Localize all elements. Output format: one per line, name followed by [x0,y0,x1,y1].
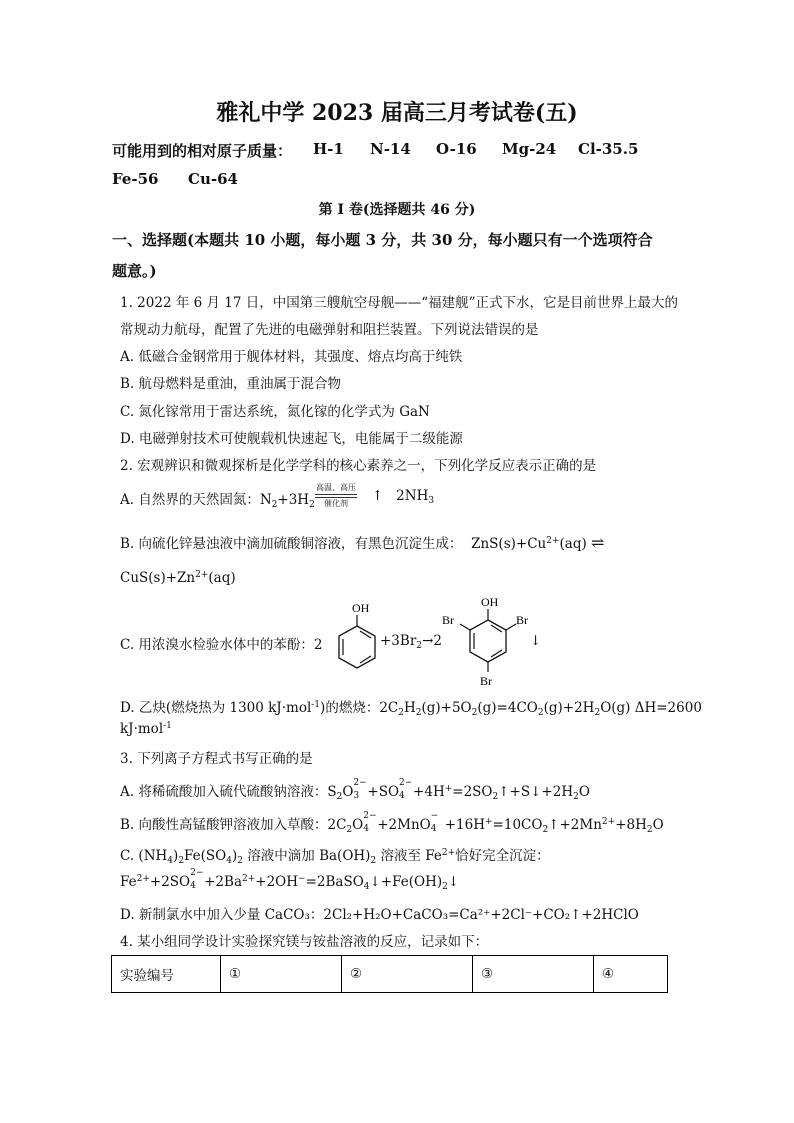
q1-option-c: C. 氮化镓常用于雷达系统，氮化镓的化学式为 GaN [120,404,430,420]
q2-option-b-line1: B. 向硫化锌悬浊液中滴加硫酸铜溶液，有黑色沉淀生成： $ZnS(s)+Cu^{2+}(aq)$ ⇌ [120,533,605,552]
table-cell-exp1: ① [221,956,342,993]
q4-stem: 4. 某小组同学设计实验探究镁与铵盐溶液的反应，记录如下： [120,934,489,950]
q1-option-a: A. 低磁合金钢常用于舰体材料，其强度、熔点均高于纯铁 [120,349,463,365]
atomic-mass-label: 可能用到的相对原子质量： [112,142,293,160]
tbp-br-left: Br [442,613,454,627]
q1-option-d: D. 电磁弹射技术可使舰载机快速起飞，电能属于二级能源 [120,431,463,447]
tbp-oh-label: OH [481,595,499,609]
q1-stem-line2: 常规动力航母，配置了先进的电磁弹射和阻拦装置。下列说法错误的是 [120,322,539,338]
atomic-mass-o: O-16 [436,140,477,158]
q2-stem: 2. 宏观辨识和微观探析是化学学科的核心素养之一，下列化学反应表示正确的是 [120,458,597,474]
q2-option-c: C. 用浓溴水检验水体中的苯酚：2 [120,637,323,653]
atomic-mass-fe: Fe-56 [112,170,159,188]
q3-option-c-line2: $Fe^{2+}+2SO$ 2− 4 $+2Ba^{2+}+2OH^-=2BaSO_4↓+Fe(OH)_2↓$ [120,868,460,892]
atomic-mass-cu: Cu-64 [188,170,238,188]
q2-option-a: A. 自然界的天然固氮：$N_2+3H_2$ [120,492,315,510]
page-title: 雅礼中学 2023 届高三月考试卷(五) [216,100,578,126]
q3-option-b: B. 向酸性高锰酸钾溶液加入草酸：$2C_2O$ 2− 4 +2MnO − 4 $+16H^+=10CO_2↑+2Mn^{2+}+8H_2O$ [120,811,664,835]
atomic-mass-h: H-1 [313,140,344,158]
atomic-mass-n: N-14 [370,140,411,158]
q3-option-d: D. 新制氯水中加入少量 CaCO₃：2Cl₂+H₂O+CaCO₃=Ca²⁺+2Cl⁻+CO₂↑+2HClO [120,907,639,923]
q2-a-product: ↑ $2NH_3$ [372,488,435,506]
q3-option-a: A. 将稀硫酸加入硫代硫酸钠溶液：$S_2O$ 2− 3 +SO 2− 4 $+4H^+=2SO_2↑+S↓+2H_2O$ [120,778,590,802]
table-cell-header: 实验编号 [112,956,221,993]
atomic-mass-cl: Cl-35.5 [578,140,639,158]
q2-a-reaction-condition: 高温、高压 催化剂 [316,483,356,508]
table-cell-exp2: ② [342,956,473,993]
table-row [112,956,668,993]
table-cell-exp4: ④ [594,956,668,993]
q2-option-b-line2: $CuS(s)+Zn^{2+}(aq)$ [120,570,236,586]
table-cell-exp3: ③ [473,956,594,993]
q2-option-d-line1: D. 乙炔(燃烧热为 1300 kJ·mol$^{-1}$)的燃烧：$2C_2H_2(g)+5O_2(g)=4CO_2(g)+2H_2O(g)$ ΔH=2600 [120,700,702,718]
q2-option-d-line2: kJ·mol$^{-1}$ [120,721,172,737]
section1-line1: 一、选择题(本题共 10 小题，每小题 3 分，共 30 分，每小题只有一个选项符合 [112,231,653,249]
section1-line2: 题意。) [112,262,157,280]
tbp-br-bottom: Br [480,674,492,688]
q1-stem-line1: 1. 2022 年 6 月 17 日，中国第三艘航空母舰——“福建舰”正式下水，它是目前世界上最大的 [120,295,679,311]
precipitate-arrow: ↓ [530,633,542,649]
phenol-oh-label: OH [352,601,370,615]
tribromophenol-structure [438,592,538,688]
phenol-structure [330,598,382,678]
q3-option-c-line1: C. $(NH_4)_2Fe(SO_4)_2$ 溶液中滴加 $Ba(OH)_2$ 溶液至 $Fe^{2+}$恰好完全沉淀： [120,848,550,866]
part1-title: 第 I 卷(选择题共 46 分) [318,202,476,218]
experiment-table [111,955,668,993]
atomic-mass-mg: Mg-24 [502,140,557,158]
q1-option-b: B. 航母燃料是重油，重油属于混合物 [120,376,342,392]
q2-c-mid: $+3Br_2\to 2$ [380,633,442,651]
tbp-br-right: Br [516,613,528,627]
q3-stem: 3. 下列离子方程式书写正确的是 [120,751,313,767]
